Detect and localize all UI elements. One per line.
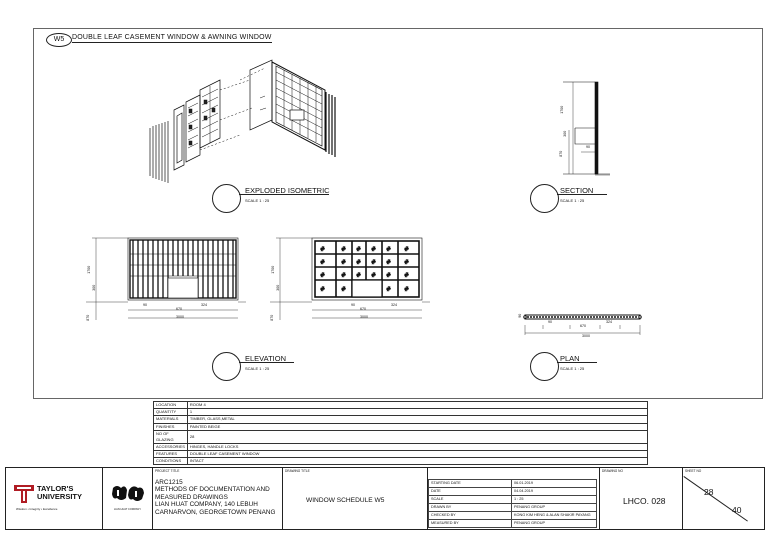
schedule-row bbox=[154, 443, 648, 450]
company-logo-icon bbox=[111, 484, 145, 506]
svg-text:#: # bbox=[404, 246, 410, 253]
info-row bbox=[429, 496, 597, 504]
schedule-row bbox=[154, 409, 648, 416]
elevation-label-bubble bbox=[212, 352, 241, 381]
plan-dim-width: 3000 bbox=[582, 334, 590, 338]
info-value: 06.01.2019 bbox=[512, 480, 597, 488]
svg-text:#: # bbox=[320, 259, 326, 266]
svg-text:#: # bbox=[404, 286, 410, 293]
info-key: CHECKED BY bbox=[429, 512, 512, 520]
elev1-dim-90: 90 bbox=[143, 303, 147, 307]
university-shield-icon bbox=[14, 485, 34, 505]
window-code-bubble: W5 bbox=[46, 33, 72, 47]
info-row bbox=[429, 480, 597, 488]
elevation-view-scale: SCALE 1 : 25 bbox=[245, 366, 270, 371]
schedule-key: ACCESSORIES bbox=[154, 443, 188, 450]
elevation-interior-drawing bbox=[270, 232, 430, 332]
sheet-no-label: SHEET NO bbox=[685, 469, 702, 473]
info-key: STARTING DATE bbox=[429, 480, 512, 488]
info-value: 04.04.2019 bbox=[512, 488, 597, 496]
window-schedule-table bbox=[153, 401, 648, 465]
sheet-title: DOUBLE LEAF CASEMENT WINDOW & AWNING WINDOW bbox=[72, 34, 272, 41]
elev2-dim-90: 90 bbox=[351, 303, 355, 307]
svg-text:#: # bbox=[341, 286, 347, 293]
svg-text:#: # bbox=[404, 259, 410, 266]
schedule-key: FEATURES bbox=[154, 450, 188, 457]
schedule-value: HINGES, HANDLE LOCKS bbox=[187, 443, 647, 450]
plan-view-name: PLAN bbox=[560, 354, 580, 363]
elev1-dim-670: 670 bbox=[176, 307, 182, 311]
company-logo-text: LIAN HUAT COMPANY bbox=[114, 508, 141, 511]
elev2-dim-width: 3000 bbox=[360, 315, 368, 319]
svg-text:#: # bbox=[371, 272, 377, 279]
plan-dim-324: 324 bbox=[606, 320, 612, 324]
svg-text:#: # bbox=[371, 259, 377, 266]
schedule-value: DOUBLE LEAF CASEMENT WINDOW bbox=[187, 450, 647, 457]
tb-divider bbox=[282, 468, 283, 529]
university-tagline: Wisdom • Integrity • Excellence bbox=[16, 507, 58, 511]
exploded-isometric-drawing bbox=[140, 50, 350, 185]
svg-text:#: # bbox=[386, 286, 392, 293]
sheet-no: 28 bbox=[704, 487, 714, 497]
plan-label-bubble bbox=[530, 352, 559, 381]
drawing-title-label: DRAWING TITLE bbox=[285, 469, 310, 473]
svg-text:#: # bbox=[356, 246, 362, 253]
section-view-scale: SCALE 1 : 25 bbox=[560, 198, 585, 203]
elev1-dim-sill: 870 bbox=[86, 314, 91, 321]
svg-text:#: # bbox=[356, 272, 362, 279]
section-view-name: SECTION bbox=[560, 186, 594, 195]
plan-dim-edge: 90 bbox=[518, 313, 523, 318]
info-value: PENANG GROUP bbox=[512, 520, 597, 528]
schedule-value: INTACT bbox=[187, 458, 647, 465]
info-row bbox=[429, 520, 597, 528]
svg-text:#: # bbox=[341, 246, 347, 253]
schedule-key: FINISHES bbox=[154, 423, 188, 430]
svg-text:#: # bbox=[386, 246, 392, 253]
tb-divider bbox=[682, 468, 683, 529]
schedule-value: TIMBER, GLASS,METAL bbox=[187, 416, 647, 423]
schedule-key: MATERIALS bbox=[154, 416, 188, 423]
project-title-label: PROJECT TITLE bbox=[155, 469, 180, 473]
elev2-dim-height: 1700 bbox=[271, 265, 276, 274]
elev1-dim-transom: 300 bbox=[92, 284, 97, 291]
info-key: SCALE bbox=[429, 496, 512, 504]
svg-text:#: # bbox=[341, 272, 347, 279]
drawing-no: LHCO. 028 bbox=[623, 496, 666, 506]
info-key: MEASURED BY bbox=[429, 520, 512, 528]
info-value: 1 : 25 bbox=[512, 496, 597, 504]
elevation-view-name: ELEVATION bbox=[245, 354, 286, 363]
schedule-row bbox=[154, 430, 648, 443]
elev2-dim-324: 324 bbox=[391, 303, 397, 307]
svg-text:#: # bbox=[386, 272, 392, 279]
elev1-dim-height: 1700 bbox=[87, 265, 92, 274]
schedule-row bbox=[154, 402, 648, 409]
info-row bbox=[429, 488, 597, 496]
info-value: PENANG GROUP bbox=[512, 504, 597, 512]
section-label-bubble bbox=[530, 184, 559, 213]
svg-text:#: # bbox=[320, 272, 326, 279]
plan-view-scale: SCALE 1 : 25 bbox=[560, 366, 585, 371]
info-value: KONG KIM HENG & ALAN SHAKIR PAYANG bbox=[512, 512, 597, 520]
university-name-line2: UNIVERSITY bbox=[37, 492, 83, 501]
svg-text:#: # bbox=[404, 272, 410, 279]
plan-dim-670: 670 bbox=[580, 324, 586, 328]
elev1-dim-324: 324 bbox=[201, 303, 207, 307]
schedule-value: 1 bbox=[187, 409, 647, 416]
info-key: DRAWN BY bbox=[429, 504, 512, 512]
section-dim-sill: 870 bbox=[559, 150, 564, 157]
svg-text:#: # bbox=[356, 259, 362, 266]
svg-text:#: # bbox=[320, 286, 326, 293]
elev1-dim-width: 3000 bbox=[176, 315, 184, 319]
schedule-key: NO OF GLAZING bbox=[154, 430, 188, 443]
schedule-row bbox=[154, 450, 648, 457]
schedule-row bbox=[154, 458, 648, 465]
exploded-view-scale: SCALE 1 : 25 bbox=[245, 198, 270, 203]
svg-text:#: # bbox=[320, 246, 326, 253]
svg-text:#: # bbox=[341, 259, 347, 266]
schedule-value: ROOM 4 bbox=[187, 402, 647, 409]
drawing-title-text: WINDOW SCHEDULE W5 bbox=[306, 497, 385, 504]
section-dim-transom: 300 bbox=[563, 130, 568, 137]
elev2-dim-670: 670 bbox=[360, 307, 366, 311]
info-row bbox=[429, 512, 597, 520]
tb-divider bbox=[599, 468, 600, 529]
schedule-row bbox=[154, 423, 648, 430]
elev2-dim-sill: 870 bbox=[270, 314, 275, 321]
schedule-value: PAINTED BEIGE bbox=[187, 423, 647, 430]
schedule-row bbox=[154, 416, 648, 423]
schedule-value: 28 bbox=[187, 430, 647, 443]
info-row bbox=[429, 504, 597, 512]
plan-dim-90: 90 bbox=[548, 320, 552, 324]
svg-text:#: # bbox=[371, 246, 377, 253]
schedule-key: CONDITIONS bbox=[154, 458, 188, 465]
elev2-dim-transom: 300 bbox=[276, 284, 281, 291]
elevation-exterior-drawing bbox=[86, 232, 246, 332]
project-title-text: ARC1215 METHODS OF DOCUMENTATION AND MEASURED DRAWINGS LIAN HUAT COMPANY, 140 LEBUH CARNARVON, GEORGETOWN PENANG bbox=[155, 479, 276, 516]
info-key: DATE bbox=[429, 488, 512, 496]
drawing-no-label: DRAWING NO bbox=[602, 469, 623, 473]
title-block bbox=[5, 467, 765, 530]
section-dim-height: 1700 bbox=[560, 105, 565, 114]
schedule-key: LOCATION bbox=[154, 402, 188, 409]
exploded-label-bubble bbox=[212, 184, 241, 213]
exploded-view-name: EXPLODED ISOMETRIC bbox=[245, 186, 330, 195]
drawing-info-table bbox=[428, 479, 597, 528]
section-dim-90: 90 bbox=[586, 145, 590, 149]
svg-text:#: # bbox=[386, 259, 392, 266]
tb-divider bbox=[102, 468, 103, 529]
schedule-key: QUANTITY bbox=[154, 409, 188, 416]
university-name-line1: TAYLOR'S bbox=[37, 484, 74, 493]
iso-grille-bars bbox=[150, 121, 168, 183]
sheet-total: 40 bbox=[732, 505, 742, 515]
tb-divider bbox=[152, 468, 153, 529]
